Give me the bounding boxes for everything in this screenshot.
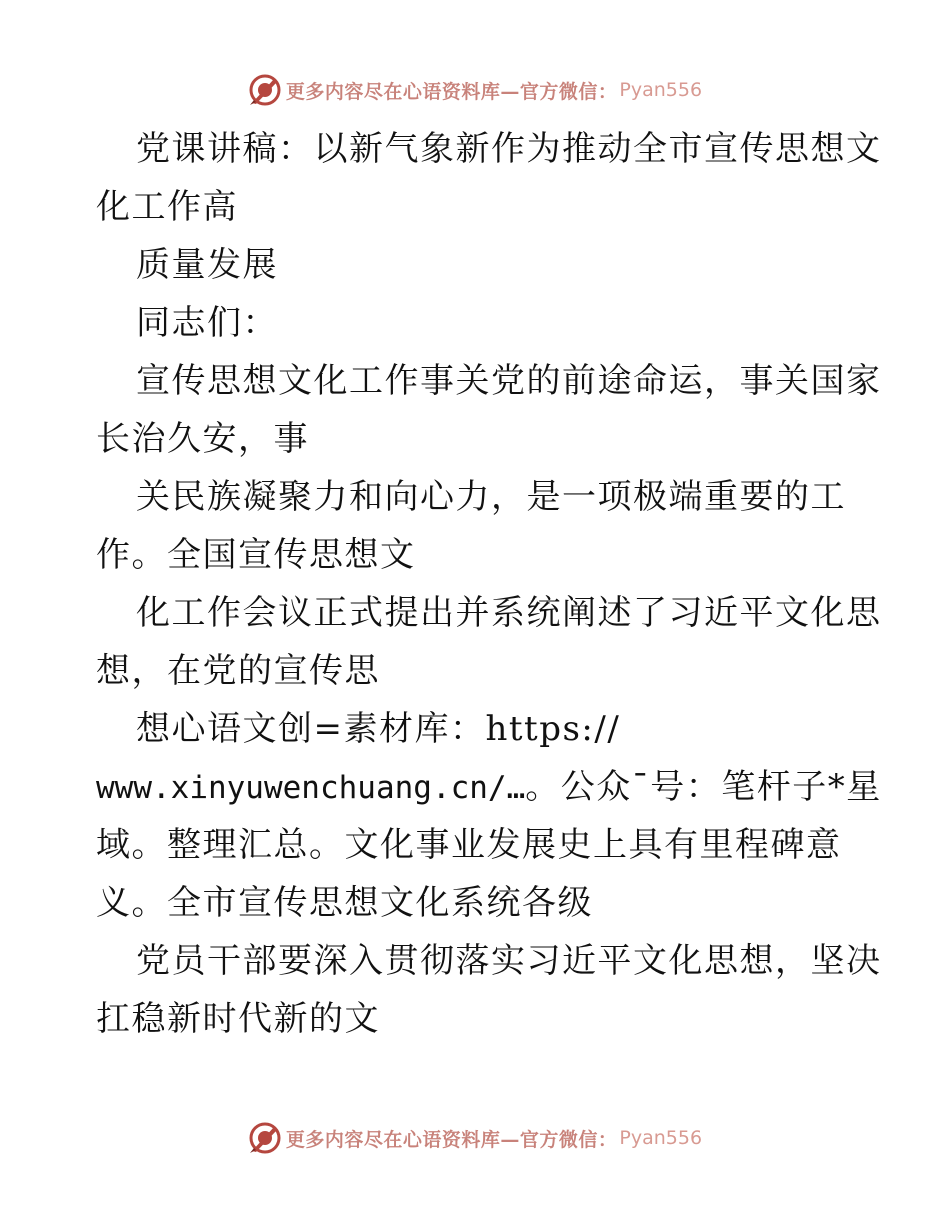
paragraph-line: 义。全市宣传思想文化系统各级 (96, 883, 593, 923)
header-wechat-id: Pyan556 (619, 79, 703, 101)
quill-logo-icon (248, 1121, 282, 1155)
document-title: 党课讲稿：以新气象新作为推动全市宣传思想文 (136, 129, 882, 169)
paragraph-line: 想，在党的宣传思 (96, 651, 380, 691)
salutation: 同志们： (136, 303, 278, 343)
paragraph-line: 党员干部要深入贯彻落实习近平文化思想，坚决 (136, 941, 882, 981)
paragraph-line-rest: 。公众¯号：笔杆子*星 (525, 767, 882, 807)
paragraph-line: 作。全国宣传思想文 (96, 535, 416, 575)
document-title-continued: 化工作高 (96, 187, 238, 227)
paragraph-line: 化工作会议正式提出并系统阐述了习近平文化思 (136, 593, 882, 633)
paragraph-line: 宣传思想文化工作事关党的前途命运，事关国家 (136, 361, 882, 401)
header-banner (0, 70, 950, 110)
paragraph-line: 长治久安，事 (96, 419, 309, 459)
source-url: www.xinyuwenchuang.cn/… (96, 770, 526, 806)
document-title-end: 质量发展 (136, 245, 278, 285)
paragraph-line: 扛稳新时代新的文 (96, 999, 380, 1039)
paragraph-line: 关民族凝聚力和向心力，是一项极端重要的工 (136, 477, 846, 517)
document-body (96, 120, 882, 1048)
footer-banner (0, 1118, 950, 1158)
paragraph-line: 域。整理汇总。文化事业发展史上具有里程碑意 (96, 825, 842, 865)
quill-logo-icon (248, 73, 282, 107)
footer-wechat-id: Pyan556 (619, 1127, 703, 1149)
paragraph-line: 想心语文创=素材库：https:// (136, 709, 621, 749)
header-banner-text: 更多内容尽在心语资料库—官方微信： (285, 80, 618, 103)
footer-banner-text: 更多内容尽在心语资料库—官方微信： (285, 1128, 618, 1151)
paragraph-line-url (96, 758, 882, 816)
